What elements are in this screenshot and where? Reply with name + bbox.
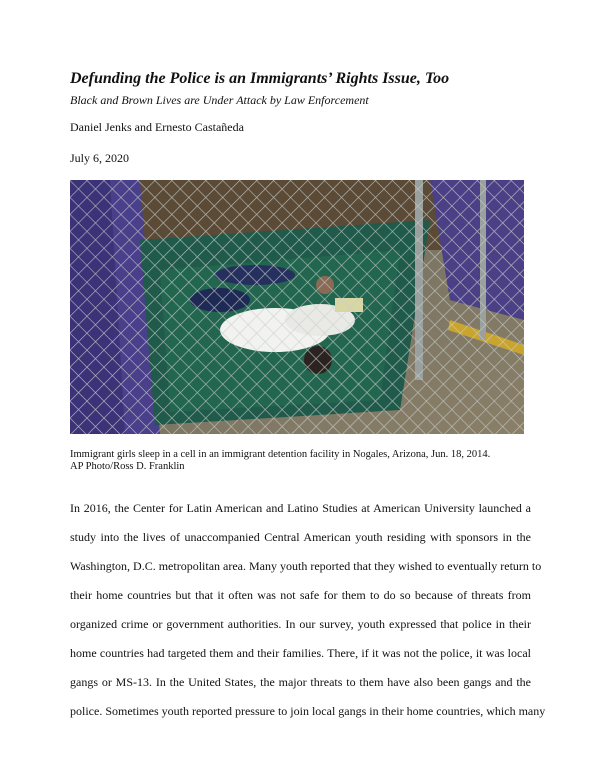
body-line: police. Sometimes youth reported pressure to join local gangs in their home countries, which many — [70, 704, 546, 718]
body-line: Washington, D.C. metropolitan area. Many youth reported that they wished to eventually return to — [70, 559, 542, 573]
body-line: In 2016, the Center for Latin American and Latino Studies at American University launched a — [70, 501, 531, 515]
body-line: gangs or MS-13. In the United States, the major threats to them have also been gangs and the — [70, 675, 531, 689]
photo-credit: AP Photo/Ross D. Franklin — [70, 461, 185, 472]
article-authors: Daniel Jenks and Ernesto Castañeda — [70, 120, 244, 134]
body-line: their home countries but that it often was not safe for them to do so because of threats from — [70, 588, 531, 602]
article-title: Defunding the Police is an Immigrants’ Rights Issue, Too — [70, 70, 450, 87]
article-date: July 6, 2020 — [70, 151, 130, 165]
detention-cell-photo — [70, 180, 524, 434]
body-line: home countries had targeted them and their families. There, if it was not the police, it was local — [70, 646, 531, 660]
article-subtitle: Black and Brown Lives are Under Attack by Law Enforcement — [70, 93, 369, 107]
body-line: study into the lives of unaccompanied Central American youth residing with sponsors in the — [70, 530, 531, 544]
body-paragraph — [70, 494, 546, 726]
caption-text: Immigrant girls sleep in a cell in an immigrant detention facility in Nogales, Arizona, Jun. 18, 2014. — [70, 449, 491, 460]
photo-caption — [70, 449, 540, 473]
body-line: organized crime or government authorities. In our survey, youth expressed that police in their — [70, 617, 531, 631]
